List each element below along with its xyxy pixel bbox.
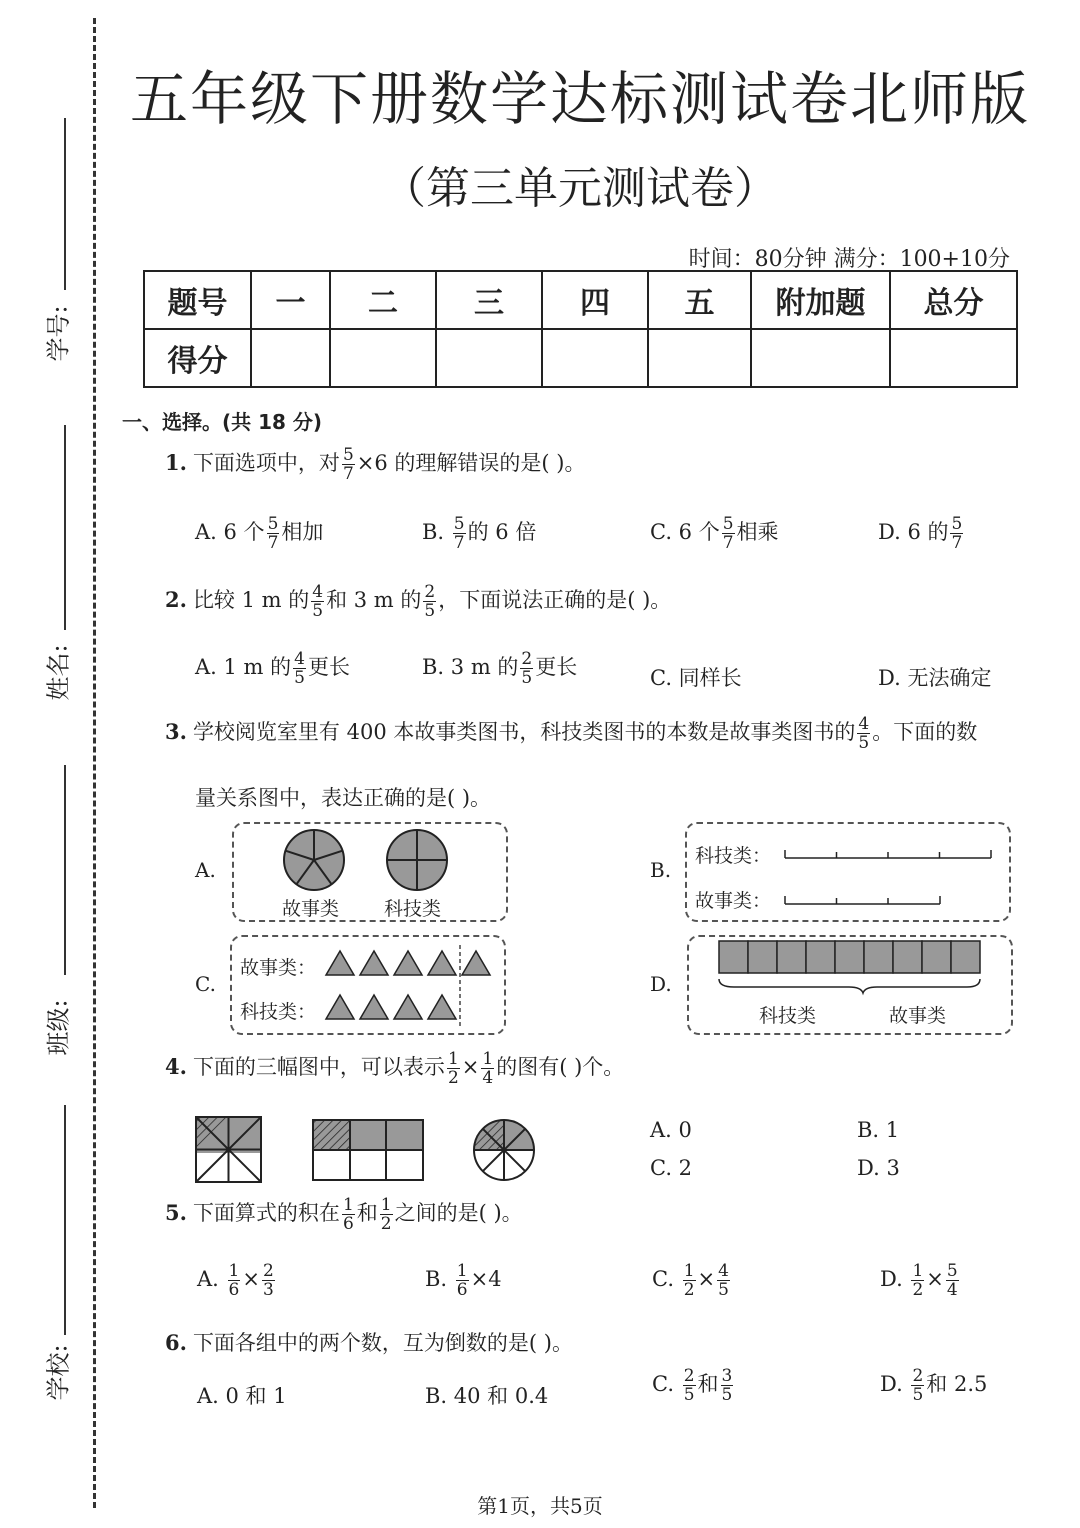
score-header-cell: 附加题 (751, 271, 890, 329)
option-text: ×4 (470, 1267, 502, 1291)
denominator: 2 (380, 1214, 392, 1234)
fraction (267, 515, 280, 552)
denominator: 4 (482, 1068, 494, 1088)
pie-five-parts (284, 830, 344, 890)
fraction (456, 1262, 469, 1299)
question-text: 的图有( )个。 (496, 1055, 625, 1079)
page-title: 五年级下册数学达标测试卷北师版 (129, 65, 1030, 133)
option-text: C. (652, 1372, 674, 1396)
denominator: 2 (912, 1280, 924, 1300)
binding-dashed-line (93, 18, 96, 1508)
denominator: 6 (456, 1280, 468, 1300)
denominator: 5 (521, 668, 533, 688)
fraction (857, 715, 870, 752)
score-header-cell: 一 (251, 271, 330, 329)
numerator: 4 (294, 649, 305, 669)
score-input-cell[interactable] (436, 329, 542, 387)
denominator: 5 (912, 1385, 924, 1405)
question-5 (165, 1196, 523, 1233)
numerator: 2 (424, 582, 436, 602)
q3-option-c-box[interactable] (230, 935, 506, 1035)
fraction (380, 1196, 393, 1233)
keji-triangles (326, 995, 456, 1019)
q5-option-a[interactable]: A. $\frac{1}{6}$ × $\frac{2}{3}$ (197, 1261, 274, 1300)
score-input-cell[interactable] (890, 329, 1017, 387)
label-keji: 科技类 (384, 898, 442, 920)
q3-option-a-label[interactable]: A. (195, 858, 216, 882)
score-input-cell[interactable] (648, 329, 751, 387)
numerator: 1 (482, 1049, 494, 1069)
school-blank[interactable] (64, 1105, 66, 1335)
question-text: 下面选项中，对 (192, 451, 340, 475)
gushi-segment (785, 896, 940, 904)
fraction (946, 1262, 959, 1299)
q1-option-c[interactable] (650, 515, 779, 552)
question-text: 和 3 m 的 (326, 588, 422, 612)
fraction (520, 650, 533, 687)
question-4 (165, 1050, 624, 1087)
question-number: 2. (165, 587, 187, 612)
fraction (423, 583, 436, 620)
denominator: 7 (342, 464, 354, 484)
numerator: 2 (912, 1366, 924, 1386)
question-number: 5. (165, 1200, 187, 1225)
section-1-title: 一、选择。(共 18 分) (122, 410, 323, 434)
fraction (722, 515, 735, 552)
circle-figure (474, 1120, 534, 1180)
denominator: 5 (294, 668, 305, 688)
q3-option-c-label[interactable]: C. (195, 972, 216, 996)
name-label: 姓名: (44, 644, 73, 701)
numerator: 1 (447, 1049, 459, 1069)
fraction (911, 1367, 924, 1404)
question-3-line2: 量关系图中，表达正确的是( )。 (195, 786, 492, 810)
question-number: 3. (165, 719, 187, 744)
fraction (447, 1050, 460, 1087)
score-input-cell[interactable] (751, 329, 890, 387)
fraction (293, 650, 306, 687)
denominator: 7 (267, 533, 279, 553)
q2-option-d[interactable]: D. 无法确定 (878, 666, 992, 690)
numerator: 2 (262, 1261, 274, 1281)
question-6 (165, 1327, 573, 1357)
option-text: 更长 (535, 655, 578, 679)
denominator: 5 (683, 1385, 695, 1405)
block-bar (719, 941, 980, 973)
label-keji: 科技类 (759, 1005, 817, 1027)
denominator: 7 (453, 533, 465, 553)
fraction (717, 1262, 730, 1299)
fraction (342, 1196, 355, 1233)
denominator: 2 (447, 1068, 459, 1088)
q4-figures (190, 1110, 550, 1190)
score-input-cell[interactable] (330, 329, 436, 387)
name-blank[interactable] (64, 425, 66, 630)
time-info: 时间：80分钟 满分：100+10分 (688, 247, 1010, 272)
class-blank[interactable] (64, 765, 66, 975)
pie-diagrams (234, 824, 506, 920)
keji-segment (785, 850, 991, 858)
numerator: 5 (267, 514, 279, 534)
score-header-cell: 四 (542, 271, 648, 329)
numerator: 4 (718, 1261, 729, 1281)
fraction (228, 1262, 241, 1299)
question-text: 和 (356, 1201, 378, 1225)
option-text: D. 6 的 (878, 520, 949, 544)
q5-option-d[interactable]: D. $\frac{1}{2}$ × $\frac{5}{4}$ (880, 1261, 958, 1300)
fraction (911, 1262, 924, 1299)
question-number: 6. (165, 1330, 187, 1355)
score-header-row (144, 271, 1017, 329)
times-sign: × (461, 1055, 480, 1079)
option-text: C. (652, 1267, 674, 1291)
score-header-cell: 题号 (144, 271, 251, 329)
numerator: 1 (380, 1195, 392, 1215)
option-text: 的 6 倍 (467, 520, 537, 544)
question-text: 之间的是( )。 (394, 1201, 523, 1225)
numerator: 5 (722, 514, 734, 534)
question-text: 下面的三幅图中，可以表示 (192, 1055, 445, 1079)
triangle-diagram (232, 937, 504, 1033)
question-text: 学校阅览室里有 400 本故事类图书，科技类图书的本数是故事类图书的 (192, 720, 856, 744)
label-keji-colon: 科技类： (695, 845, 772, 867)
option-text: D. (880, 1372, 903, 1396)
option-text: A. 6 个 (195, 520, 265, 544)
numerator: 2 (521, 649, 533, 669)
denominator: 3 (262, 1280, 274, 1300)
fraction (262, 1262, 275, 1299)
class-label: 班级: (44, 999, 73, 1056)
option-text: C. 6 个 (650, 520, 720, 544)
label-gushi-colon: 故事类： (695, 890, 772, 912)
q2-option-c[interactable]: C. 同样长 (650, 666, 742, 690)
numerator: 5 (342, 445, 354, 465)
denominator: 7 (722, 533, 734, 553)
xuehao-label: 学号: (44, 305, 73, 362)
numerator: 5 (951, 514, 963, 534)
q6-option-a[interactable]: A. 0 和 1 (197, 1384, 287, 1408)
page-footer: 第1页，共5页 (477, 1494, 603, 1518)
option-text: B. (422, 520, 445, 544)
numerator: 5 (453, 514, 465, 534)
gushi-triangles (326, 951, 490, 975)
q1-option-b[interactable] (422, 515, 536, 552)
denominator: 5 (312, 601, 324, 621)
school-label: 学校: (44, 1344, 73, 1401)
denominator: 7 (951, 533, 963, 553)
numerator: 1 (228, 1261, 240, 1281)
denominator: 5 (721, 1385, 733, 1405)
q2-option-b[interactable] (422, 650, 577, 687)
q4-option-a[interactable]: A. 0 (650, 1118, 692, 1142)
page-subtitle: （第三单元测试卷） (382, 163, 778, 214)
fraction (481, 1050, 494, 1087)
question-number: 1. (165, 450, 187, 475)
question-text: 下面各组中的两个数，互为倒数的是( )。 (192, 1331, 573, 1355)
q1-option-d[interactable] (878, 515, 965, 552)
numerator: 1 (912, 1261, 924, 1281)
numerator: 4 (858, 714, 870, 734)
q3-option-b-label[interactable]: B. (650, 858, 672, 882)
q5-option-b[interactable] (425, 1262, 502, 1299)
square-figure (196, 1117, 261, 1182)
question-text: ×6 的理解错误的是( )。 (356, 451, 586, 475)
q4-option-d[interactable]: D. 3 (857, 1156, 900, 1180)
option-text: 和 2.5 (926, 1372, 988, 1396)
numerator: 1 (456, 1261, 468, 1281)
score-header-cell: 总分 (890, 271, 1017, 329)
option-text: A. (197, 1267, 219, 1291)
score-input-cell[interactable] (542, 329, 648, 387)
q1-option-a[interactable] (195, 515, 323, 552)
q4-option-b[interactable]: B. 1 (857, 1118, 900, 1142)
rectangle-figure (313, 1120, 423, 1180)
numerator: 2 (683, 1366, 695, 1386)
q3-option-d-box[interactable] (687, 935, 1013, 1035)
numerator: 4 (312, 582, 324, 602)
question-text: 下面算式的积在 (192, 1201, 340, 1225)
label-keji-colon: 科技类： (240, 1001, 317, 1023)
denominator: 2 (683, 1280, 695, 1300)
fraction (453, 515, 466, 552)
option-text: A. 1 m 的 (195, 655, 292, 679)
fraction (342, 446, 355, 483)
score-row (144, 329, 1017, 387)
q3-option-b-box[interactable] (685, 822, 1011, 922)
question-number: 4. (165, 1054, 187, 1079)
denominator: 5 (858, 733, 870, 753)
question-text: 比较 1 m 的 (192, 588, 310, 612)
score-table (143, 270, 1018, 388)
score-header-cell: 二 (330, 271, 436, 329)
numerator: 1 (342, 1195, 354, 1215)
numerator: 1 (683, 1261, 695, 1281)
segment-bars (687, 824, 1009, 920)
option-text: B. 3 m 的 (422, 655, 519, 679)
option-text: 更长 (307, 655, 350, 679)
q5-option-c[interactable]: C. $\frac{1}{2}$ × $\frac{4}{5}$ (652, 1261, 729, 1300)
denominator: 4 (946, 1280, 958, 1300)
option-text: 和 (697, 1372, 719, 1396)
q3-option-a-box[interactable] (232, 822, 508, 922)
question-1 (165, 446, 585, 483)
pie-four-parts (387, 830, 447, 890)
label-gushi: 故事类 (282, 898, 340, 920)
fraction (950, 515, 963, 552)
option-text: D. (880, 1267, 903, 1291)
denominator: 6 (342, 1214, 354, 1234)
q6-option-b[interactable]: B. 40 和 0.4 (425, 1384, 549, 1408)
block-bar-diagram (689, 937, 1011, 1033)
score-input-cell[interactable] (251, 329, 330, 387)
denominator: 5 (424, 601, 436, 621)
numerator: 3 (721, 1366, 733, 1386)
score-header-cell: 三 (436, 271, 542, 329)
q6-option-c[interactable] (652, 1367, 735, 1404)
fraction (311, 583, 324, 620)
q2-option-a[interactable] (195, 650, 350, 687)
q3-option-d-label[interactable]: D. (650, 972, 672, 996)
q6-option-d[interactable] (880, 1367, 987, 1404)
numerator: 5 (946, 1261, 958, 1281)
question-text: ，下面说法正确的是( )。 (438, 588, 672, 612)
question-text: 。下面的数 (872, 720, 978, 744)
fraction (721, 1367, 734, 1404)
fraction (683, 1367, 696, 1404)
option-text: B. (425, 1267, 448, 1291)
fraction (683, 1262, 696, 1299)
label-gushi-colon: 故事类： (240, 957, 317, 979)
denominator: 6 (228, 1280, 240, 1300)
question-2 (165, 583, 671, 620)
option-text: 相加 (281, 520, 324, 544)
q4-option-c[interactable]: C. 2 (650, 1156, 693, 1180)
question-3 (165, 715, 977, 752)
score-header-cell: 五 (648, 271, 751, 329)
label-gushi: 故事类 (889, 1005, 947, 1027)
score-row-label: 得分 (144, 329, 251, 387)
denominator: 5 (718, 1280, 729, 1300)
option-text: 相乘 (736, 520, 779, 544)
